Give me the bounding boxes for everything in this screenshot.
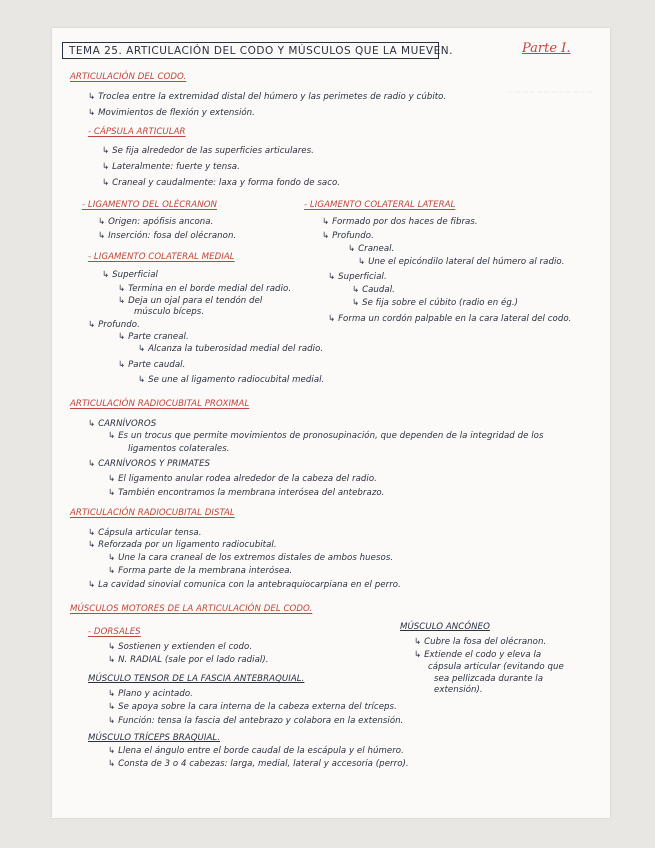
- col-lat-line-6: ↳ Caudal.: [352, 285, 395, 295]
- capsula-line-1: ↳ Se fija alrededor de las superficies articulares.: [102, 146, 314, 156]
- parte-label: Parte I.: [522, 41, 571, 56]
- heading-lig-col-medial: - LIGAMENTO COLATERAL MEDIAL: [88, 252, 235, 262]
- col-med-line-5: ↳ Parte craneal.: [118, 332, 189, 342]
- title-box: [62, 42, 453, 59]
- capsula-line-3: ↳ Craneal y caudalmente: laxa y forma fondo de saco.: [102, 178, 341, 188]
- anconeo-line-1: ↳ Cubre la fosa del olécranon.: [414, 637, 547, 647]
- heading-tensor-fascia: MÚSCULO TENSOR DE LA FASCIA ANTEBRAQUIAL.: [88, 674, 305, 684]
- col-lat-line-4: ↳ Une el epicóndilo lateral del húmero al radio.: [358, 257, 565, 267]
- heading-triceps: MÚSCULO TRÍCEPS BRAQUIAL.: [88, 733, 221, 743]
- radiodist-line-2: ↳ Reforzada por un ligamento radiocubital.: [88, 540, 277, 550]
- heading-lig-col-lateral: - LIGAMENTO COLATERAL LATERAL: [304, 200, 456, 210]
- col-med-line-1: ↳ Superficial: [102, 270, 158, 280]
- col-med-line-6: ↳ Alcanza la tuberosidad medial del radio.: [138, 344, 324, 354]
- radiodist-line-4: ↳ Forma parte de la membrana interósea.: [108, 566, 293, 576]
- radioprox-line-1: ↳ Es un trocus que permite movimientos de pronosupinación, que dependen de la integridad de los: [108, 431, 544, 441]
- col-lat-line-2: ↳ Profundo.: [322, 231, 374, 241]
- heading-musculos-motores: MÚSCULOS MOTORES DE LA ARTICULACIÓN DEL CODO.: [70, 604, 313, 614]
- radioprox-line-1b: ligamentos colaterales.: [128, 444, 230, 454]
- col-lat-line-3: ↳ Craneal.: [348, 244, 395, 254]
- radiodist-line-3: ↳ Une la cara craneal de los extremos distales de ambos huesos.: [108, 553, 394, 563]
- col-med-line-7: ↳ Parte caudal.: [118, 360, 186, 370]
- dorsales-line-2: ↳ N. RADIAL (sale por el lado radial).: [108, 655, 269, 665]
- dorsales-line-1: ↳ Sostienen y extienden el codo.: [108, 642, 253, 652]
- page-title: TEMA 25. ARTICULACIÓN DEL CODO Y MÚSCULOS QUE LA MUEVEN.: [69, 45, 453, 57]
- radioprox-carnivoros-primates: ↳ CARNÍVOROS Y PRIMATES: [88, 459, 210, 469]
- heading-radiocubital-distal: ARTICULACIÓN RADIOCUBITAL DISTAL: [70, 508, 235, 518]
- notebook-page: [52, 28, 610, 818]
- col-lat-line-5: ↳ Superficial.: [328, 272, 387, 282]
- col-med-line-8: ↳ Se une al ligamento radiocubital medial.: [138, 375, 325, 385]
- radiodist-line-1: ↳ Cápsula articular tensa.: [88, 528, 202, 538]
- heading-anconeo: MÚSCULO ANCÓNEO: [400, 622, 490, 632]
- anconeo-line-2d: extensión).: [434, 685, 483, 695]
- radioprox-carnivoros: ↳ CARNÍVOROS: [88, 419, 157, 429]
- col-lat-line-1: ↳ Formado por dos haces de fibras.: [322, 217, 478, 227]
- heading-lig-olecranon: - LIGAMENTO DEL OLÉCRANON: [82, 200, 217, 210]
- codo-line-1: ↳ Troclea entre la extremidad distal del húmero y las perimetes de radio y cúbito.: [88, 92, 447, 102]
- heading-capsula: - CÁPSULA ARTICULAR: [88, 127, 186, 137]
- heading-articulacion-codo: ARTICULACIÓN DEL CODO.: [70, 72, 187, 82]
- col-lat-line-7: ↳ Se fija sobre el cúbito (radio en ég.): [352, 298, 519, 308]
- col-lat-line-8: ↳ Forma un cordón palpable en la cara lateral del codo.: [328, 314, 572, 324]
- bleed-through: ~~~~~~~~~~~~: [507, 88, 594, 98]
- codo-line-2: ↳ Movimientos de flexión y extensión.: [88, 108, 255, 118]
- olecranon-line-2: ↳ Inserción: fosa del olécranon.: [98, 231, 237, 241]
- heading-radiocubital-proximal: ARTICULACIÓN RADIOCUBITAL PROXIMAL: [70, 399, 250, 409]
- tensor-line-1: ↳ Plano y acintado.: [108, 689, 193, 699]
- heading-dorsales: - DORSALES: [88, 627, 141, 637]
- col-med-line-2: ↳ Termina en el borde medial del radio.: [118, 284, 292, 294]
- triceps-line-2: ↳ Consta de 3 o 4 cabezas: larga, medial, lateral y accesoria (perro).: [108, 759, 409, 769]
- capsula-line-2: ↳ Lateralmente: fuerte y tensa.: [102, 162, 240, 172]
- radiodist-line-5: ↳ La cavidad sinovial comunica con la antebraquiocarpiana en el perro.: [88, 580, 401, 590]
- col-med-line-4: ↳ Profundo.: [88, 320, 140, 330]
- radioprox-line-2: ↳ El ligamento anular rodea alrededor de la cabeza del radio.: [108, 474, 377, 484]
- radioprox-line-3: ↳ También encontramos la membrana interósea del antebrazo.: [108, 488, 385, 498]
- anconeo-line-2b: cápsula articular (evitando que: [428, 662, 564, 672]
- anconeo-line-2: ↳ Extiende el codo y eleva la: [414, 650, 542, 660]
- olecranon-line-1: ↳ Origen: apófisis ancona.: [98, 217, 214, 227]
- tensor-line-2: ↳ Se apoya sobre la cara interna de la cabeza externa del tríceps.: [108, 702, 397, 712]
- triceps-line-1: ↳ Llena el ángulo entre el borde caudal de la escápula y el húmero.: [108, 746, 404, 756]
- anconeo-line-2c: sea pellizcada durante la: [434, 674, 544, 684]
- col-med-line-3b: músculo bíceps.: [134, 307, 205, 317]
- col-med-line-3: ↳ Deja un ojal para el tendón del: [118, 296, 263, 306]
- tensor-line-3: ↳ Función: tensa la fascia del antebrazo y colabora en la extensión.: [108, 716, 404, 726]
